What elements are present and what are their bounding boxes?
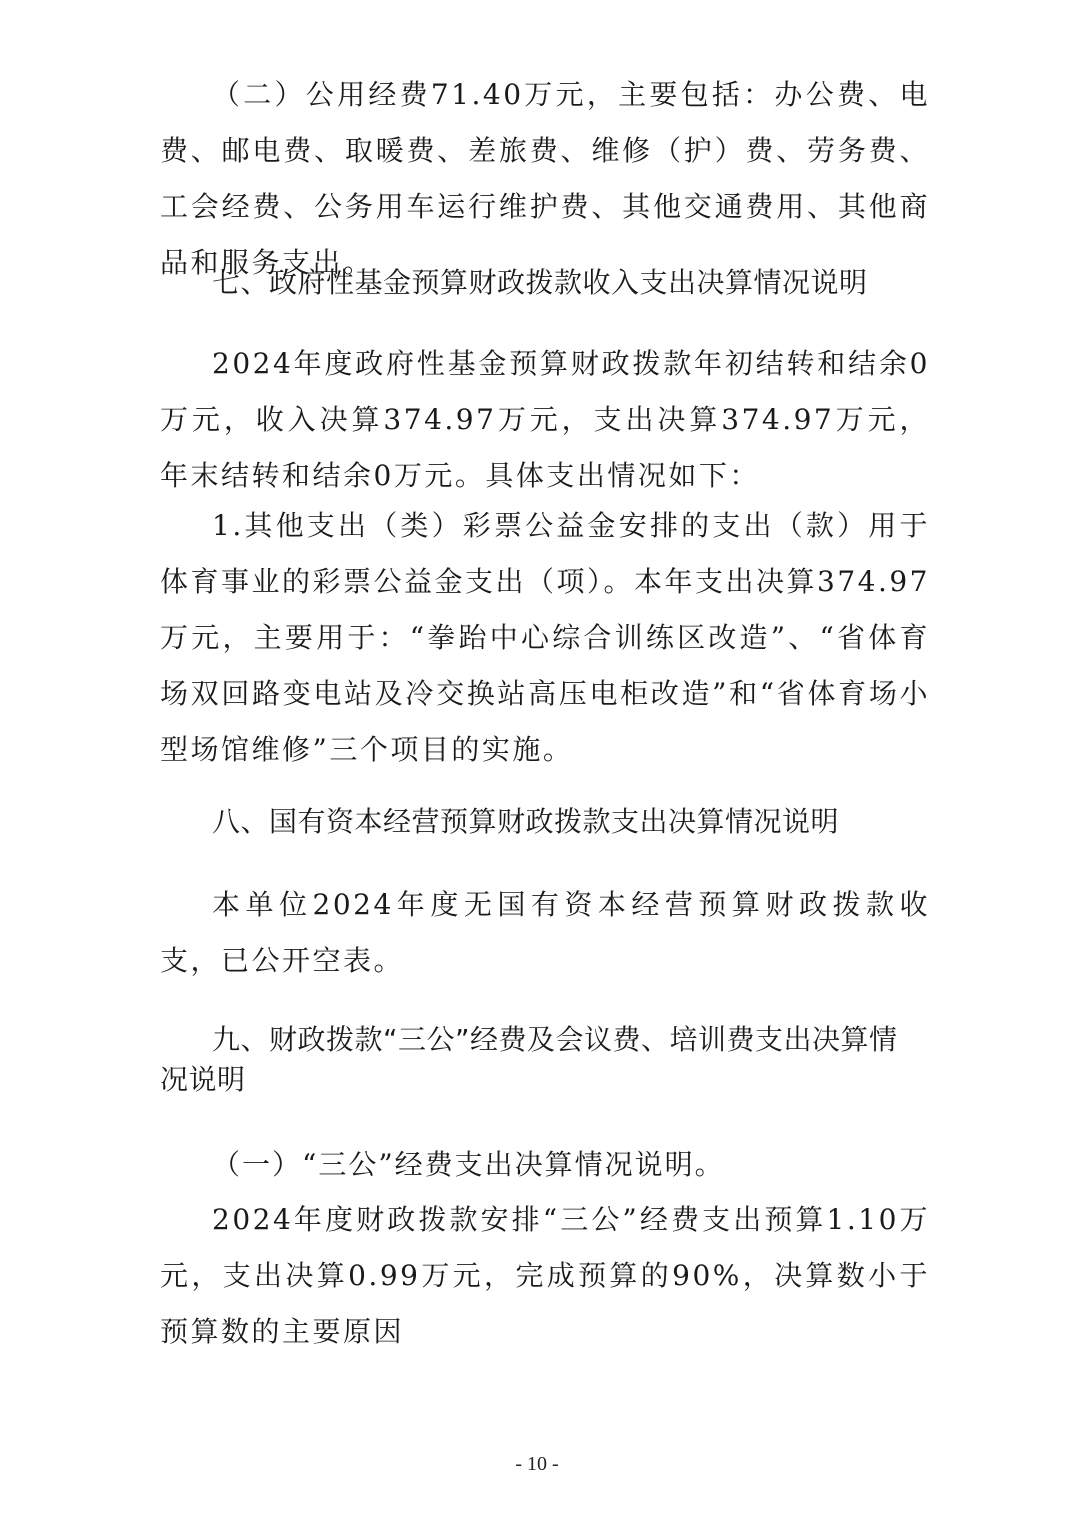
- page-number: - 10 -: [515, 1453, 559, 1475]
- paragraph-9-1: 2024年度财政拨款安排“三公”经费支出预算1.10万元，支出决算0.99万元，完成预算的90%，决算数小于预算数的主要原因: [160, 1203, 930, 1348]
- paragraph-public-funds: （二）公用经费71.40万元，主要包括：办公费、电费、邮电费、取暖费、差旅费、维修（护）费、劳务费、工会经费、公务用车运行维护费、其他交通费用、其他商品和服务支出。: [160, 78, 930, 279]
- paragraph-7-detail: 1.其他支出（类）彩票公益金安排的支出（款）用于体育事业的彩票公益金支出（项）。本年支出决算374.97万元，主要用于：“拳跆中心综合训练区改造”、“省体育场双回路变电站及冷交换站高压电柜改造”和“省体育场小型场馆维修”三个项目的实施。: [160, 509, 930, 766]
- section-heading-9: 九、财政拨款“三公”经费及会议费、培训费支出决算情况说明: [160, 1023, 898, 1096]
- paragraph-8: 本单位2024年度无国有资本经营预算财政拨款收支，已公开空表。: [160, 888, 930, 977]
- subheading-9-1: （一）“三公”经费支出决算情况说明。: [212, 1148, 725, 1181]
- section-heading-8: 八、国有资本经营预算财政拨款支出决算情况说明: [212, 805, 840, 838]
- section-heading-7: 七、政府性基金预算财政拨款收入支出决算情况说明: [212, 266, 868, 299]
- paragraph-7-summary: 2024年度政府性基金预算财政拨款年初结转和结余0万元，收入决算374.97万元，支出决算374.97万元，年末结转和结余0万元。具体支出情况如下：: [160, 347, 930, 492]
